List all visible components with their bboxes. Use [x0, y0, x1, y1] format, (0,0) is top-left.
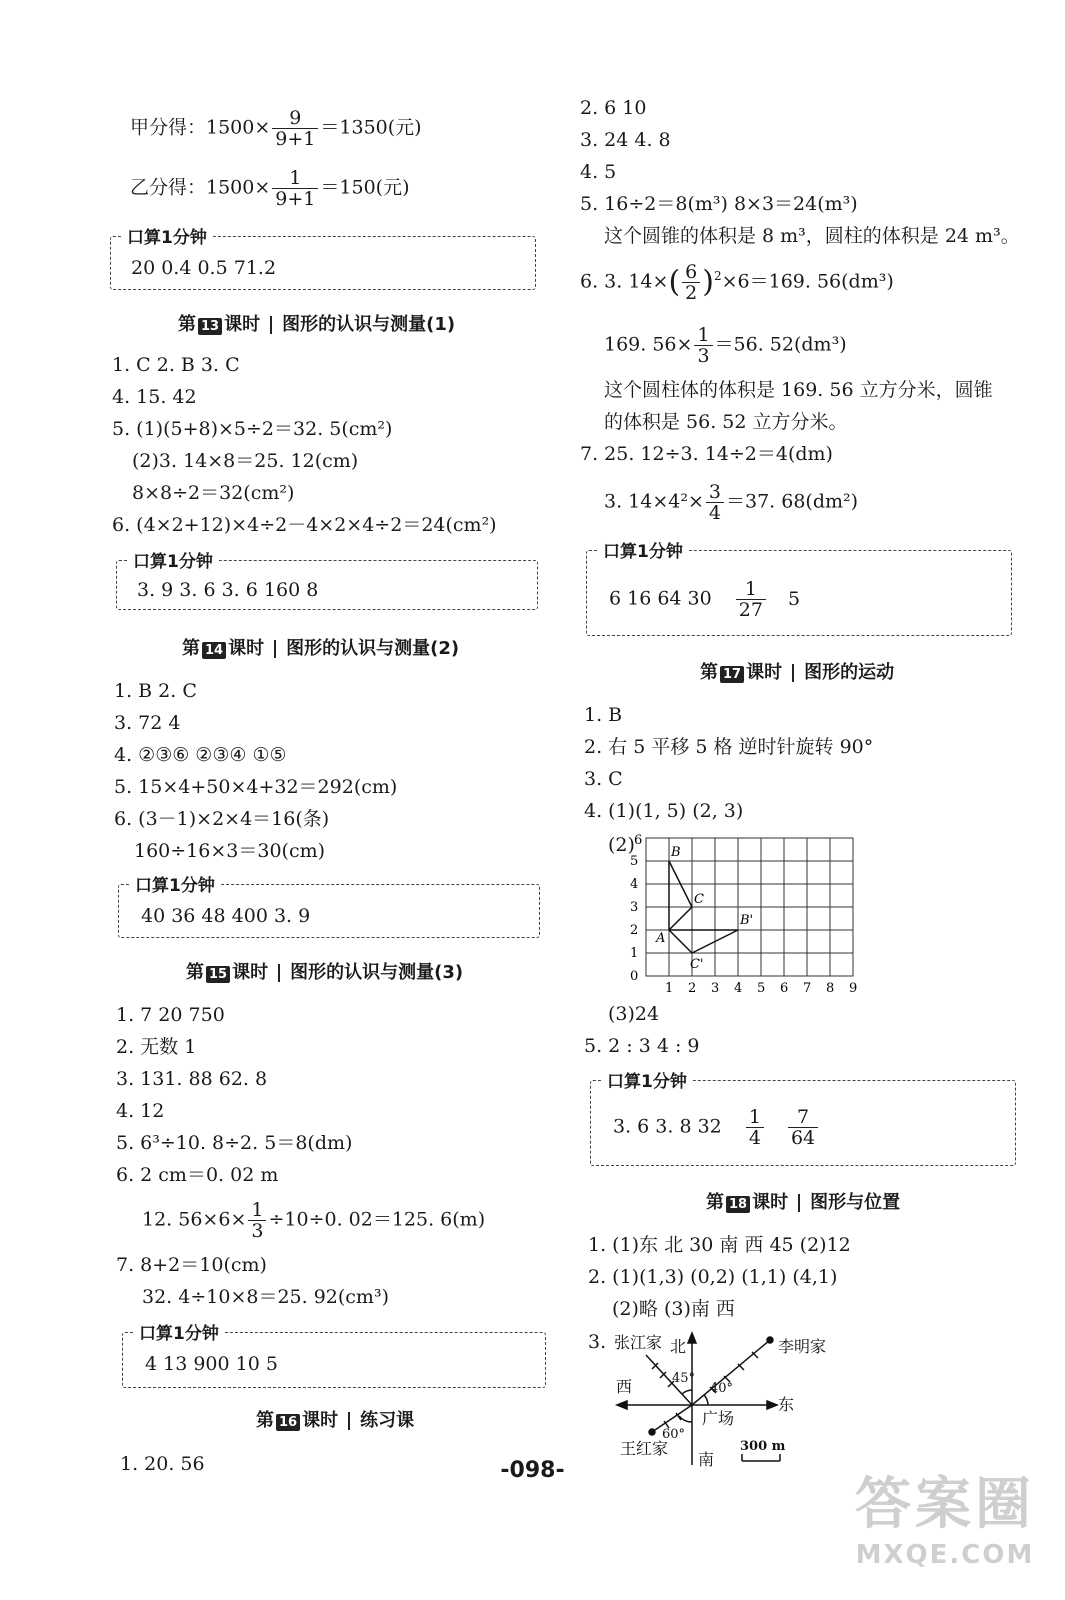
- y-tick: 5: [630, 854, 639, 869]
- answer-line-fraction: [142, 1200, 485, 1241]
- heading-prefix: 第: [700, 662, 718, 683]
- fraction-denominator: 2: [685, 282, 698, 304]
- answer-line: 3.: [588, 1331, 607, 1353]
- answer-line: 6. (4×2+12)×4÷2－4×2×4÷2＝24(cm²): [112, 514, 497, 536]
- heading-suffix: 课时: [746, 662, 783, 683]
- y-tick: 3: [630, 900, 639, 915]
- rotated-triangle: [669, 930, 738, 953]
- fraction-numerator: 9: [272, 108, 318, 129]
- expr-suffix: ＝37. 68(dm²): [725, 490, 859, 513]
- fraction-denominator: 3: [697, 345, 710, 367]
- box-label: 口算1分钟: [601, 1067, 693, 1092]
- yi-fraction: [272, 168, 318, 209]
- heading-title: 图形的认识与测量(2): [286, 638, 460, 659]
- answer-line: 1. (1)东 北 30 南 西 45 (2)12: [588, 1234, 851, 1256]
- answer-line: 5. 6³÷10. 8÷2. 5＝8(dm): [116, 1132, 353, 1154]
- label-south: 南: [698, 1450, 715, 1469]
- expr-suffix: ×6＝169. 56(dm³): [721, 270, 894, 293]
- point-label-c-prime: C': [690, 957, 704, 972]
- answer-line: 6. 2 cm＝0. 02 m: [116, 1164, 279, 1186]
- box-label: 口算1分钟: [127, 547, 219, 572]
- watermark-url: MXQE.COM: [855, 1540, 1035, 1570]
- answer-line: 5. 15×4+50×4+32＝292(cm): [114, 776, 398, 798]
- answer-line: 7. 25. 12÷3. 14÷2＝4(dm): [580, 443, 833, 465]
- heading-lesson-17: [700, 658, 894, 684]
- label-li-home: 李明家: [778, 1337, 827, 1356]
- x-tick: 8: [826, 981, 835, 995]
- answer-line: 1. 7 20 750: [116, 1004, 225, 1026]
- li-home-point: [767, 1337, 773, 1343]
- box-values-text: 3. 6 3. 8 32: [613, 1115, 722, 1138]
- label-zhang-home: 张江家: [614, 1333, 663, 1352]
- answer-line: 8×8÷2＝32(cm²): [132, 482, 295, 504]
- fraction-numerator: 1: [272, 168, 318, 189]
- box-values: [609, 579, 800, 620]
- wang-home-point: [649, 1429, 655, 1435]
- x-tick: 5: [757, 981, 766, 995]
- scale-label: 300 m: [740, 1439, 786, 1454]
- x-tick: 9: [849, 981, 858, 995]
- box-values: 20 0.4 0.5 71.2: [131, 257, 277, 279]
- heading-divider: [792, 664, 794, 682]
- fraction-denominator: 64: [790, 1127, 816, 1149]
- box-values: 4 13 900 10 5: [145, 1353, 278, 1375]
- heading-lesson-15: [186, 958, 463, 984]
- answer-line: 的体积是 56. 52 立方分米。: [604, 411, 848, 433]
- box-label: 口算1分钟: [121, 223, 213, 248]
- fraction-numerator: 6: [682, 262, 700, 283]
- angle-label-45: 45°: [672, 1371, 696, 1386]
- heading-suffix: 课时: [224, 314, 261, 335]
- answer-line: (3)24: [608, 1003, 660, 1025]
- fraction-numerator: 7: [788, 1107, 818, 1128]
- lesson-number: 18: [726, 1196, 750, 1213]
- answer-line: 3. 131. 88 62. 8: [116, 1068, 268, 1090]
- answer-line: 2. 无数 1: [116, 1036, 197, 1058]
- answer-line: 2. (1)(1,3) (0,2) (1,1) (4,1): [588, 1266, 838, 1288]
- fraction-numerator: 1: [746, 1107, 764, 1128]
- heading-divider: [274, 640, 276, 658]
- expr-prefix: 6. 3. 14×: [580, 270, 669, 293]
- angle-label-60: 60°: [662, 1427, 686, 1442]
- expr-suffix: ＝56. 52(dm³): [714, 333, 847, 356]
- answer-line: 3. C: [584, 768, 623, 790]
- box-values-text: 6 16 64 30: [609, 587, 712, 610]
- x-tick: 4: [734, 981, 743, 995]
- heading-suffix: 课时: [228, 638, 265, 659]
- yi-label: 乙分得：1500×: [130, 176, 271, 199]
- answer-line: 32. 4÷10×8＝25. 92(cm³): [142, 1286, 389, 1308]
- expr-suffix: ÷10÷0. 02＝125. 6(m): [268, 1208, 486, 1231]
- mental-math-box-6: [590, 1072, 1016, 1166]
- north-arrow-icon: [688, 1333, 696, 1343]
- answer-line: 4. 12: [116, 1100, 165, 1122]
- heading-prefix: 第: [706, 1192, 724, 1213]
- jia-result: ＝1350(元): [320, 116, 422, 139]
- heading-divider: [270, 316, 272, 334]
- fraction: [682, 262, 700, 303]
- label-north: 北: [670, 1337, 687, 1356]
- answer-line: 5. (1)(5+8)×5÷2＝32. 5(cm²): [112, 418, 393, 440]
- fraction-denominator: 3: [251, 1220, 264, 1242]
- west-arrow-icon: [617, 1401, 627, 1409]
- heading-prefix: 第: [186, 962, 204, 983]
- point-label-b: B: [671, 845, 681, 860]
- answer-line: 4. 15. 42: [112, 386, 197, 408]
- box-values: 40 36 48 400 3. 9: [141, 905, 311, 927]
- heading-lesson-18: [706, 1188, 900, 1214]
- lesson-number: 13: [198, 318, 222, 335]
- box-values: 3. 9 3. 6 3. 6 160 8: [137, 579, 319, 601]
- x-tick: 3: [711, 981, 720, 995]
- fraction: [736, 579, 766, 620]
- answer-line: 4. 5: [580, 161, 617, 183]
- jia-label: 甲分得：1500×: [130, 116, 271, 139]
- box-value-last: 5: [788, 587, 801, 610]
- fraction: [694, 325, 712, 366]
- x-tick: 7: [803, 981, 812, 995]
- answer-line: 1. B 2. C: [114, 680, 197, 702]
- label-wang-home: 王红家: [620, 1439, 669, 1458]
- point-label-a: A: [656, 931, 666, 946]
- open-paren: (: [668, 264, 681, 300]
- page-number: -098-: [500, 1458, 565, 1483]
- answer-line: 6. (3－1)×2×4＝16(条): [114, 808, 330, 830]
- fraction-denominator: 4: [708, 502, 721, 524]
- answer-line: 这个圆柱体的体积是 169. 56 立方分米，圆锥: [604, 379, 993, 401]
- angle-arc-45: [682, 1390, 692, 1394]
- jia-fraction: [272, 108, 318, 149]
- angle-label-40: 40°: [710, 1381, 734, 1396]
- answer-line: 1. C 2. B 3. C: [112, 354, 240, 376]
- answer-line: 4. (1)(1, 5) (2, 3): [584, 800, 744, 822]
- label-west: 西: [616, 1377, 633, 1396]
- box-label: 口算1分钟: [597, 537, 689, 562]
- heading-suffix: 课时: [232, 962, 269, 983]
- heading-lesson-14: [182, 634, 459, 660]
- fraction-denominator: 27: [738, 599, 763, 621]
- y-tick: 4: [630, 877, 639, 892]
- square-superscript: 2: [713, 269, 722, 284]
- mental-math-box-1: [110, 228, 536, 290]
- expr-prefix: 12. 56×6×: [142, 1208, 247, 1231]
- box-label: 口算1分钟: [129, 871, 221, 896]
- answer-line: 160÷16×3＝30(cm): [134, 840, 326, 862]
- point-label-b-prime: B': [740, 913, 754, 928]
- coordinate-grid: [630, 830, 870, 995]
- mental-math-box-3: [118, 876, 540, 938]
- label-east: 东: [778, 1395, 795, 1414]
- answer-line: 5. 16÷2＝8(m³) 8×3＝24(m³): [580, 193, 858, 215]
- heading-suffix: 课时: [302, 1410, 339, 1431]
- heading-suffix: 课时: [752, 1192, 789, 1213]
- fraction-numerator: 1: [694, 325, 712, 346]
- heading-lesson-16: [256, 1406, 414, 1432]
- x-tick: 6: [780, 981, 789, 995]
- answer-line: (2): [608, 834, 635, 856]
- answer-line: 这个圆锥的体积是 8 m³，圆柱的体积是 24 m³。: [604, 225, 1020, 247]
- mental-math-box-4: [122, 1324, 546, 1388]
- answer-line: 3. 24 4. 8: [580, 129, 671, 151]
- label-square: 广场: [702, 1409, 735, 1428]
- answer-line: 4. ②③⑥ ②③④ ①⑤: [114, 744, 287, 766]
- fraction-numerator: 1: [248, 1200, 266, 1221]
- answer-line-fraction: [580, 262, 894, 303]
- expr-prefix: 169. 56×: [604, 333, 693, 356]
- y-tick: 1: [630, 946, 639, 961]
- answer-line-fraction: [604, 325, 847, 366]
- y-tick: 6: [634, 833, 643, 848]
- answer-line: 2. 右 5 平移 5 格 逆时针旋转 90°: [584, 736, 874, 758]
- lesson-number: 16: [276, 1414, 300, 1431]
- box-values: [613, 1107, 820, 1148]
- answer-line: 5. 2 : 3 4 : 9: [584, 1035, 700, 1057]
- heading-divider: [348, 1412, 350, 1430]
- answer-line-fraction: [604, 482, 858, 523]
- watermark: [855, 1460, 1035, 1570]
- answer-line: (2)略 (3)南 西: [612, 1298, 735, 1320]
- box-label: 口算1分钟: [133, 1319, 225, 1344]
- lesson-number: 14: [202, 642, 226, 659]
- jia-line: [130, 108, 422, 149]
- answer-line: 1. B: [584, 704, 623, 726]
- heading-title: 图形的运动: [804, 662, 895, 683]
- heading-title: 图形与位置: [810, 1192, 901, 1213]
- fraction-numerator: 1: [736, 579, 766, 600]
- heading-lesson-13: [178, 310, 455, 336]
- yi-result: ＝150(元): [320, 176, 410, 199]
- original-triangle: [669, 861, 692, 930]
- east-arrow-icon: [767, 1401, 777, 1409]
- lesson-number: 15: [206, 966, 230, 983]
- heading-title: 图形的认识与测量(3): [290, 962, 464, 983]
- mental-math-box-5: [586, 542, 1012, 636]
- x-tick: 2: [688, 981, 697, 995]
- yi-line: [130, 168, 409, 209]
- angle-arc-40: [704, 1395, 708, 1405]
- answer-line: 3. 72 4: [114, 712, 181, 734]
- fraction-numerator: 3: [706, 482, 724, 503]
- heading-prefix: 第: [182, 638, 200, 659]
- heading-divider: [278, 964, 280, 982]
- heading-title: 练习课: [360, 1410, 415, 1431]
- fraction: [788, 1107, 818, 1148]
- heading-prefix: 第: [256, 1410, 274, 1431]
- mental-math-box-2: [116, 552, 538, 610]
- x-tick: 1: [665, 981, 674, 995]
- point-label-c: C: [694, 892, 704, 907]
- y-tick: 2: [630, 923, 639, 938]
- expr-prefix: 3. 14×4²×: [604, 490, 704, 513]
- heading-divider: [798, 1194, 800, 1212]
- direction-map: [612, 1330, 872, 1475]
- fraction-denominator: 4: [748, 1127, 761, 1149]
- fraction: [706, 482, 724, 523]
- answer-line: 7. 8+2＝10(cm): [116, 1254, 267, 1276]
- lesson-number: 17: [720, 666, 744, 683]
- fraction-denominator: 9+1: [275, 128, 316, 150]
- heading-prefix: 第: [178, 314, 196, 335]
- y-tick: 0: [630, 969, 639, 984]
- close-paren: ): [702, 264, 714, 300]
- answer-line: (2)3. 14×8＝25. 12(cm): [132, 450, 359, 472]
- answer-line: 1. 20. 56: [120, 1453, 205, 1475]
- watermark-logo-text: 答案圈: [855, 1472, 1035, 1537]
- fraction: [746, 1107, 764, 1148]
- fraction-denominator: 9+1: [275, 188, 316, 210]
- fraction: [248, 1200, 266, 1241]
- heading-title: 图形的认识与测量(1): [282, 314, 456, 335]
- answer-line: 2. 6 10: [580, 97, 647, 119]
